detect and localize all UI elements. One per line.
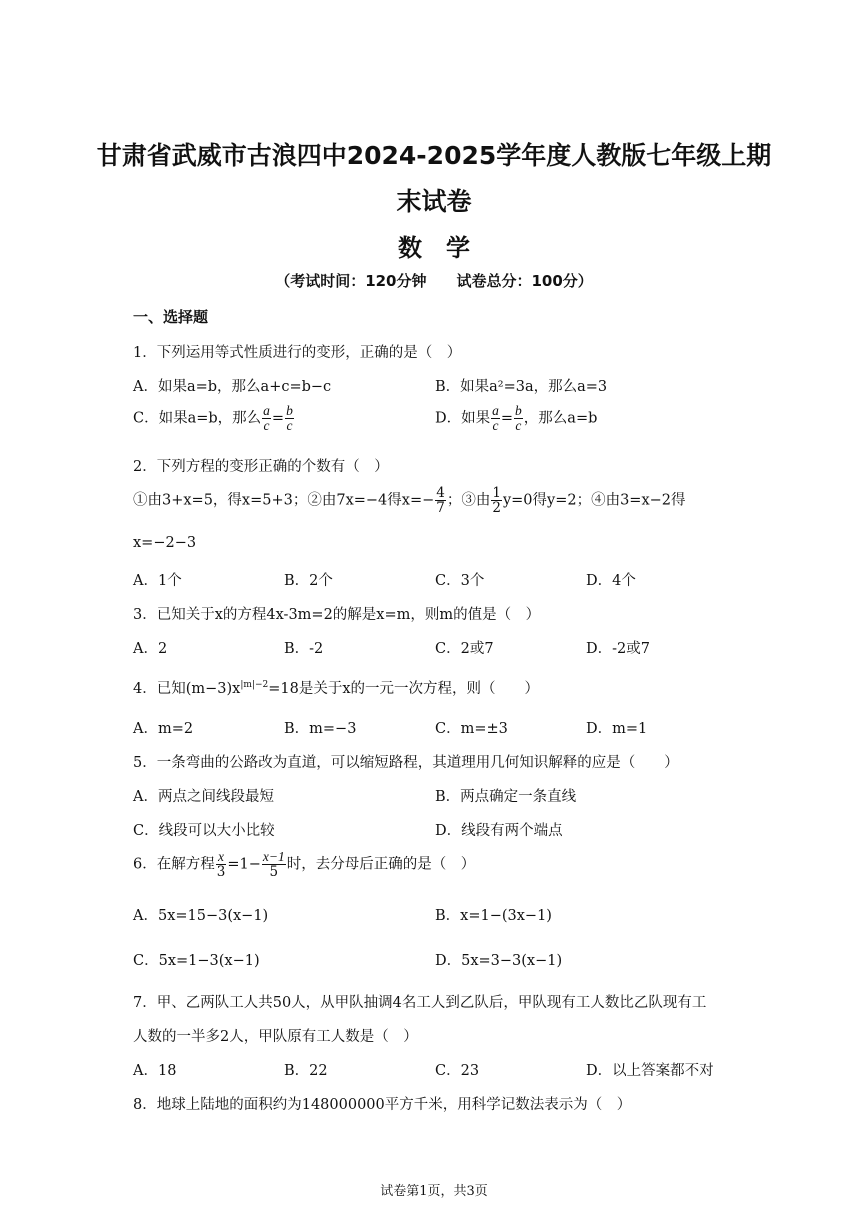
- q2-stem: 2．下列方程的变形正确的个数有（ ）: [133, 459, 389, 475]
- q2-option-a: A．1个: [133, 573, 182, 589]
- q7-stem-line2: 人数的一半多2人，甲队原有工人数是（ ）: [133, 1029, 418, 1045]
- q2-statement-line1: ①由3+x=5，得x=5+3；②由7x=−4得x=− $\frac{4}{7}$ ；③由 $\frac{1}{2}$ y=0得y=2；④由3=x−2得: [133, 485, 686, 517]
- q6-option-a: A．5x=15−3(x−1): [133, 908, 269, 924]
- q7-option-c: C．23: [435, 1063, 480, 1079]
- q4-stem: 4．已知$(m-3)x^{|m|-2}=18$是关于x的一元一次方程，则（ ）: [133, 680, 539, 697]
- exam-info: （考试时间：120分钟 试卷总分：100分）: [275, 272, 593, 290]
- q4-option-c: C．m=±3: [435, 721, 508, 737]
- section-heading: 一、选择题: [133, 308, 209, 326]
- q6-option-d: D．5x=3−3(x−1): [435, 953, 563, 969]
- exponent: |m|−2: [240, 680, 269, 691]
- q4-option-b: B．m=−3: [284, 721, 357, 737]
- q3-option-a: A．2: [133, 641, 168, 657]
- fraction: $\frac{4}{7}$: [436, 485, 445, 517]
- q4-option-a: A．m=2: [133, 721, 194, 737]
- q7-stem-line1: 7．甲、乙两队工人共50人，从甲队抽调4名工人到乙队后，甲队现有工人数比乙队现有工: [133, 995, 707, 1011]
- exam-title-line1: 甘肃省武威市古浪四中2024-2025学年度人教版七年级上期: [96, 141, 772, 170]
- q5-stem: 5．一条弯曲的公路改为直道，可以缩短路程，其道理用几何知识解释的应是（ ）: [133, 755, 679, 771]
- q3-stem: 3．已知关于x的方程4x-3m=2的解是x=m，则m的值是（ ）: [133, 607, 541, 623]
- subject-title: 数 学: [398, 234, 470, 262]
- q2-statement-line2: x=−2−3: [133, 535, 197, 551]
- q1-option-a: A．如果a=b，那么a+c=b−c: [133, 379, 332, 395]
- q6-stem: 6．在解方程 $\frac{x}{3}$ =1− $\frac{x-1}{5}$ 时，去分母后正确的是（ ）: [133, 849, 476, 881]
- q7-option-d: D．以上答案都不对: [586, 1063, 714, 1079]
- fraction: $\frac{b}{c}$: [515, 403, 522, 434]
- page-footer: 试卷第1页，共3页: [380, 1184, 488, 1199]
- fraction: $\frac{x}{3}$: [216, 849, 226, 881]
- q4-option-d: D．m=1: [586, 721, 648, 737]
- q1-option-d: D．如果 $\frac{a}{c}$ = $\frac{b}{c}$ ，那么a=b: [435, 403, 598, 434]
- fraction: $\frac{1}{2}$: [492, 485, 501, 517]
- q1-option-b: B．如果a²=3a，那么a=3: [435, 379, 608, 395]
- q6-option-c: C．5x=1−3(x−1): [133, 953, 260, 969]
- q2-option-d: D．4个: [586, 573, 636, 589]
- fraction: $\frac{x-1}{5}$: [262, 849, 285, 881]
- q8-stem: 8．地球上陆地的面积约为148000000平方千米，用科学记数法表示为（ ）: [133, 1097, 632, 1113]
- fraction: $\frac{a}{c}$: [492, 403, 499, 434]
- q1-stem: 1．下列运用等式性质进行的变形，正确的是（ ）: [133, 345, 462, 361]
- q5-option-b: B．两点确定一条直线: [435, 789, 577, 805]
- q1-option-c: C．如果a=b，那么 $\frac{a}{c}$ = $\frac{b}{c}$: [133, 403, 293, 434]
- q5-option-d: D．线段有两个端点: [435, 823, 563, 839]
- q7-option-b: B．22: [284, 1063, 328, 1079]
- fraction: $\frac{a}{c}$: [263, 403, 270, 434]
- q1-c-text: C．如果a=b，那么: [133, 410, 262, 427]
- q2-option-b: B．2个: [284, 573, 333, 589]
- q7-option-a: A．18: [133, 1063, 177, 1079]
- q6-option-b: B．x=1−(3x−1): [435, 908, 552, 924]
- fraction: $\frac{b}{c}$: [286, 403, 293, 434]
- q2-option-c: C．3个: [435, 573, 485, 589]
- exam-title-line2: 末试卷: [396, 187, 472, 216]
- q3-option-c: C．2或7: [435, 641, 494, 657]
- q5-option-a: A．两点之间线段最短: [133, 789, 274, 805]
- q3-option-b: B．-2: [284, 641, 324, 657]
- q3-option-d: D．-2或7: [586, 641, 650, 657]
- q5-option-c: C．线段可以大小比较: [133, 823, 275, 839]
